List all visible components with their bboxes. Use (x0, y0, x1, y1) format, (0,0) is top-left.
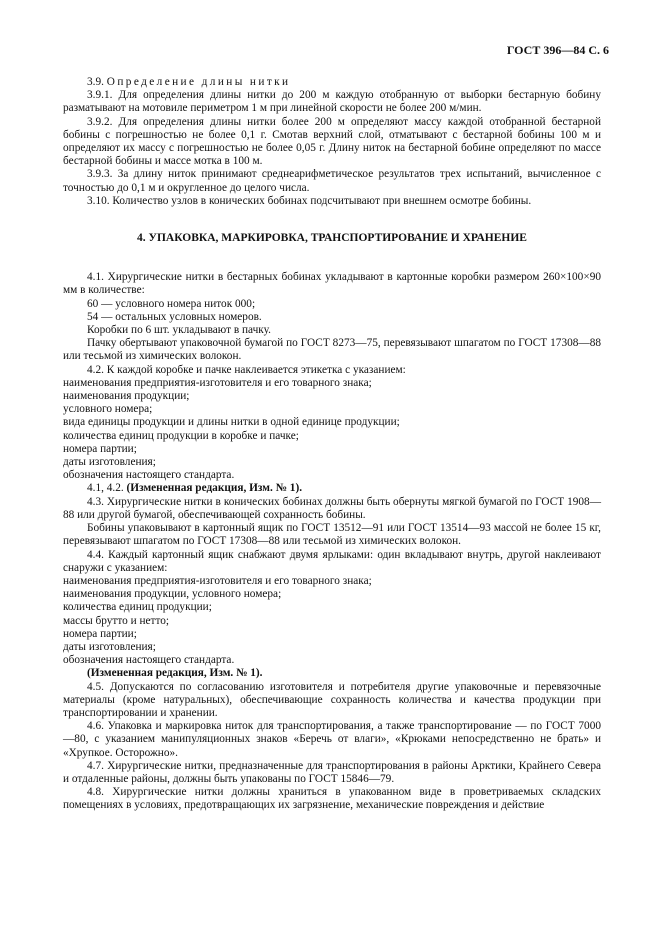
paragraph-4-4: 4.4. Каждый картонный ящик снабжают двумя ярлыками: один вкладывают внутрь, другой наклеивают снаружи с указанием: (63, 548, 601, 574)
paragraph-3-9-2: 3.9.2. Для определения длины нитки более 200 м определяют массу каждой отобранной бестарной бобины с погрешностью не более 0,1 г. Смотав верхний слой, отматывают с бестарной бобины 100 м и определяют их массу с погрешностью не более 0,05 г. Длину ниток на бестарной бобине определяют по массе бестарной бобины и массе мотка в 100 м. (63, 115, 601, 168)
paragraph-3-9-3: 3.9.3. За длину ниток принимают среднеарифметическое результатов трех испытаний, вычисленное с точностью до 0,1 м и округленное до целого числа. (63, 168, 601, 194)
list-item: наименования предприятия-изготовителя и его товарного знака; (63, 574, 372, 587)
paragraph-4-7: 4.7. Хирургические нитки, предназначенные для транспортирования в районы Арктики, Крайнего Севера и отдаленные районы, должны быть упакованы по ГОСТ 15846—79. (63, 759, 601, 785)
list-item: обозначения настоящего стандарта. (63, 654, 235, 667)
paragraph-4-1-item-b: 54 — остальных условных номеров. (87, 310, 262, 323)
list-item: вида единицы продукции и длины нитки в одной единице продукции; (63, 416, 400, 429)
paragraph-3-9-1: 3.9.1. Для определения длины нитки до 200 м каждую отобранную от выборки бестарную бобину разматывают на мотовиле периметром 1 м при линейной скорости не более 200 м/мин. (63, 89, 601, 115)
paragraph-4-2: 4.2. К каждой коробке и пачке наклеивается этикетка с указанием: (87, 363, 406, 376)
amendment-note-4-4: (Измененная редакция, Изм. № 1). (87, 667, 263, 680)
paragraph-4-8: 4.8. Хирургические нитки должны храниться в упакованном виде в проветриваемых складских помещениях в условиях, предотвращающих их загрязнение, механические повреждения и действие (63, 786, 601, 812)
list-item: наименования продукции, условного номера; (63, 588, 282, 601)
list-item: обозначения настоящего стандарта. (63, 469, 235, 482)
list-item: номера партии; (63, 627, 137, 640)
section-3-9-number: 3.9. (87, 76, 104, 88)
paragraph-4-6: 4.6. Упаковка и маркировка ниток для транспортирования, а также транспортирование — по ГОСТ 7000—80, с указанием манипуляционных знаков «Беречь от влаги», «Крюками непосредственно не брать» и «Хрупкое. Осторожно». (63, 720, 601, 759)
list-item: условного номера; (63, 403, 153, 416)
paragraph-3-10: 3.10. Количество узлов в конических бобинах подсчитывают при внешнем осмотре бобины. (87, 194, 532, 207)
paragraph-4-1-item-a: 60 — условного номера ниток 000; (87, 297, 256, 310)
section-3-9-heading (63, 76, 601, 89)
section-3-9-title: Определение длины нитки (106, 76, 291, 88)
amendment-ref: 4.1, 4.2. (87, 482, 124, 495)
paragraph-4-3: 4.3. Хирургические нитки в конических бобинах должны быть обернуты мягкой бумагой по ГОСТ 1908—88 или другой бумагой, обеспечивающей сохранность бобины. (63, 495, 601, 521)
list-item: номера партии; (63, 442, 137, 455)
paragraph-4-1: 4.1. Хирургические нитки в бестарных бобинах укладывают в картонные коробки размером 260×100×90 мм в количестве: (63, 271, 601, 297)
list-item: даты изготовления; (63, 456, 156, 469)
paragraph-4-3-b: Бобины упаковывают в картонный ящик по ГОСТ 13512—91 или ГОСТ 13514—93 массой не более 15 кг, перевязывают шпагатом по ГОСТ 17308—88 или тесьмой из химических волокон. (63, 522, 601, 548)
document-body (63, 76, 601, 813)
paragraph-4-1-item-d: Пачку обертывают упаковочной бумагой по ГОСТ 8273—75, перевязывают шпагатом по ГОСТ 17308—88 или тесьмой из химических волокон. (63, 337, 601, 363)
paragraph-4-1-item-c: Коробки по 6 шт. укладывают в пачку. (87, 324, 271, 337)
list-item: количества единиц продукции в коробке и пачке; (63, 429, 299, 442)
list-item: даты изготовления; (63, 640, 156, 653)
list-item: наименования продукции; (63, 390, 190, 403)
amendment-note-4-1-4-2 (63, 482, 601, 495)
list-item: количества единиц продукции; (63, 601, 212, 614)
amendment-label: (Измененная редакция, Изм. № 1). (126, 482, 303, 495)
list-item: массы брутто и нетто; (63, 614, 170, 627)
list-item: наименования предприятия-изготовителя и его товарного знака; (63, 376, 372, 389)
paragraph-4-5: 4.5. Допускаются по согласованию изготовителя и потребителя другие упаковочные и перевязочные материалы (кроме натуральных), обеспечивающие сохранность количества и качества продукции при транспортировании и хранении. (63, 680, 601, 719)
page-header: ГОСТ 396—84 С. 6 (506, 43, 609, 57)
section-4-title: 4. УПАКОВКА, МАРКИРОВКА, ТРАНСПОРТИРОВАНИЕ И ХРАНЕНИЕ (137, 232, 527, 245)
